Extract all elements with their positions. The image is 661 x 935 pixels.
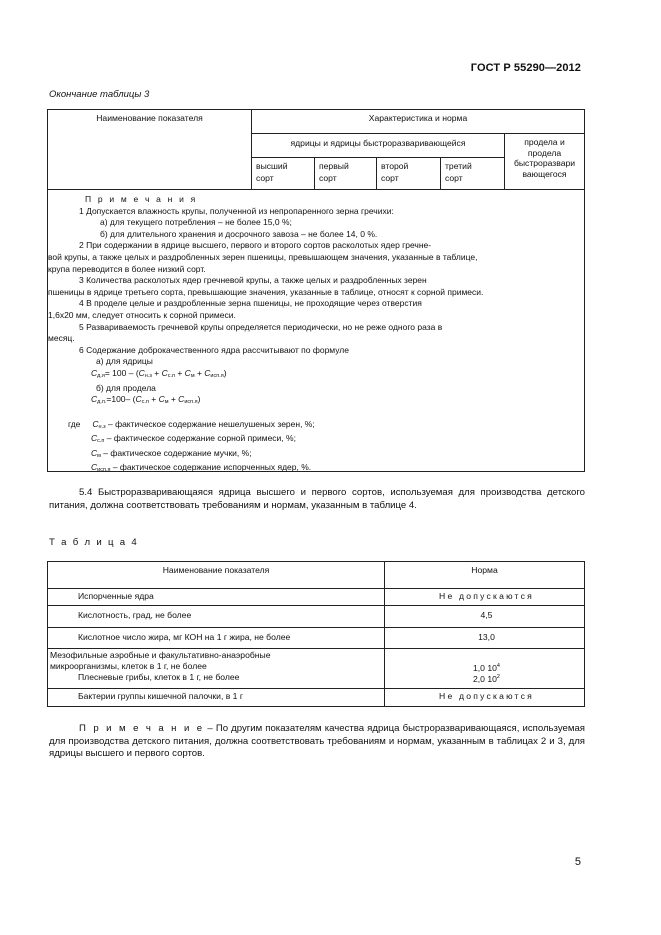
table-row-norm: 1,0 $10^4$: [473, 662, 500, 673]
formula-prodel: Сд.п.=100– (Сс.п + См + Сисп.я): [91, 394, 201, 406]
note-line: пшеницы в ядрице третьего сорта, превышающие значения, указанные в таблице, относят к сорной примеси.: [48, 286, 484, 297]
closing-note: П р и м е ч а н и е – По другим показателям качества ядрица быстроразваривающаяся, используемая для производства детского питания, должна соответствовать требованиям и нормам, указанным в таблицах 2 и 3, для ядрицы высшего и первого сортов.: [49, 723, 585, 759]
note-line: а) для ядрицы: [96, 356, 153, 367]
table3-divider: [376, 157, 377, 189]
table3-header-groats: ядрицы и ядрицы быстроразваривающейся: [290, 138, 466, 148]
table4-divider: [48, 588, 584, 589]
table3-header-indicator: Наименование показателя: [96, 113, 203, 123]
note-line: 5 Развариваемость гречневой крупы определяется периодически, но не реже одного раза в: [79, 321, 443, 332]
table3-grade-top: высший сорт: [256, 161, 288, 183]
formula-groats: Сд.я= 100 – (Сн.з + Сс.п + См + Сисп.я): [91, 367, 227, 379]
standard-designation: ГОСТ Р 55290—2012: [470, 62, 581, 74]
table3-header-prodel: продела и продела быстроразвари вающегося: [513, 137, 576, 179]
page-number: 5: [574, 856, 581, 868]
table3: [47, 109, 585, 472]
table3-grade-second: второй сорт: [381, 161, 409, 183]
table-row-norm: Не допускаются: [439, 691, 534, 701]
table4-divider: [48, 688, 584, 689]
legend-line: Сисп.я – фактическое содержание испорченных ядер, %.: [91, 462, 312, 474]
table-row-name: Кислотное число жира, мг КОН на 1 г жира, не более: [78, 632, 291, 642]
table4-divider: [48, 627, 584, 628]
note-line: 4 В проделе целые и раздробленные зерна пшеницы, не проходящие через отверстия: [79, 298, 422, 309]
table3-notes: [48, 194, 584, 477]
notes-title: П р и м е ч а н и я: [85, 194, 198, 204]
note-line: месяц.: [48, 333, 75, 344]
legend-line: См – фактическое содержание мучки, %;: [91, 447, 252, 459]
table4-header-norm: Норма: [471, 565, 498, 575]
table4: [47, 561, 585, 707]
table-row-name: Кислотность, град, не более: [78, 610, 192, 620]
table3-divider: [48, 189, 584, 190]
table4-divider: [48, 648, 584, 649]
table3-divider: [314, 157, 315, 189]
legend-line: где Сн.з – фактическое содержание нешелушеных зерен, %;: [68, 418, 315, 430]
table4-divider: [384, 562, 385, 706]
note-line: 1,6х20 мм, следует относить к сорной примеси.: [48, 309, 236, 320]
note-line: а) для текущего потребления – не более 15,0 %;: [100, 217, 292, 228]
table3-grade-first: первый сорт: [319, 161, 349, 183]
note-line: 1 Допускается влажность крупы, полученной из непропаренного зерна гречихи:: [79, 205, 394, 216]
table-row-norm: 2,0 $10^2$: [473, 673, 500, 684]
note-line: 6 Содержание доброкачественного ядра рассчитывают по формуле: [79, 344, 349, 355]
table-row-name: Испорченные ядра: [78, 591, 154, 601]
table3-divider: [440, 157, 441, 189]
notes-gap: [48, 409, 584, 419]
note-line: крупа переводится в более низкий сорт.: [48, 263, 206, 274]
clause-5-4: 5.4 Быстроразваривающаяся ядрица высшего и первого сортов, используемая для производства детского питания, должна соответствовать требованиям и нормам, указанным в таблице 4.: [49, 487, 585, 511]
table4-divider: [48, 605, 584, 606]
legend-line: Сс.п – фактическое содержание сорной примеси, %;: [91, 433, 296, 445]
table-row-name: микроорганизмы, клеток в 1 г, не более: [50, 661, 207, 671]
table-row-norm: Не допускаются: [439, 591, 534, 601]
table3-continuation-caption: Окончание таблицы 3: [49, 89, 150, 100]
table4-caption: Т а б л и ц а 4: [49, 537, 139, 548]
table3-grade-third: третий сорт: [445, 161, 472, 183]
table3-divider: [251, 133, 585, 134]
table-row-name: Плесневые грибы, клеток в 1 г, не более: [78, 672, 240, 682]
note-line: 3 Количества расколотых ядер гречневой крупы, а также целых и раздробленных зерен: [79, 275, 427, 286]
table-row-norm: 4,5: [480, 610, 493, 620]
table3-header-characteristic: Характеристика и норма: [368, 113, 468, 123]
note-line: вой крупы, а также целых и раздробленных зерен пшеницы, превышающем значения, указанные в таблице,: [48, 251, 478, 262]
table-row-name: Мезофильные аэробные и факультативно-анаэробные: [50, 650, 271, 660]
note-line: б) для продела: [96, 382, 156, 393]
note-line: 2 При содержании в ядрице высшего, первого и второго сортов расколотых ядер гречне-: [79, 240, 432, 251]
table-row-name: Бактерии группы кишечной палочки, в 1 г: [78, 691, 243, 701]
note-line: б) для длительного хранения и досрочного завоза – не более 14, 0 %.: [100, 228, 378, 239]
table-row-norm: 13,0: [478, 632, 495, 642]
table4-header-indicator: Наименование показателя: [162, 565, 270, 575]
table3-divider: [251, 157, 504, 158]
